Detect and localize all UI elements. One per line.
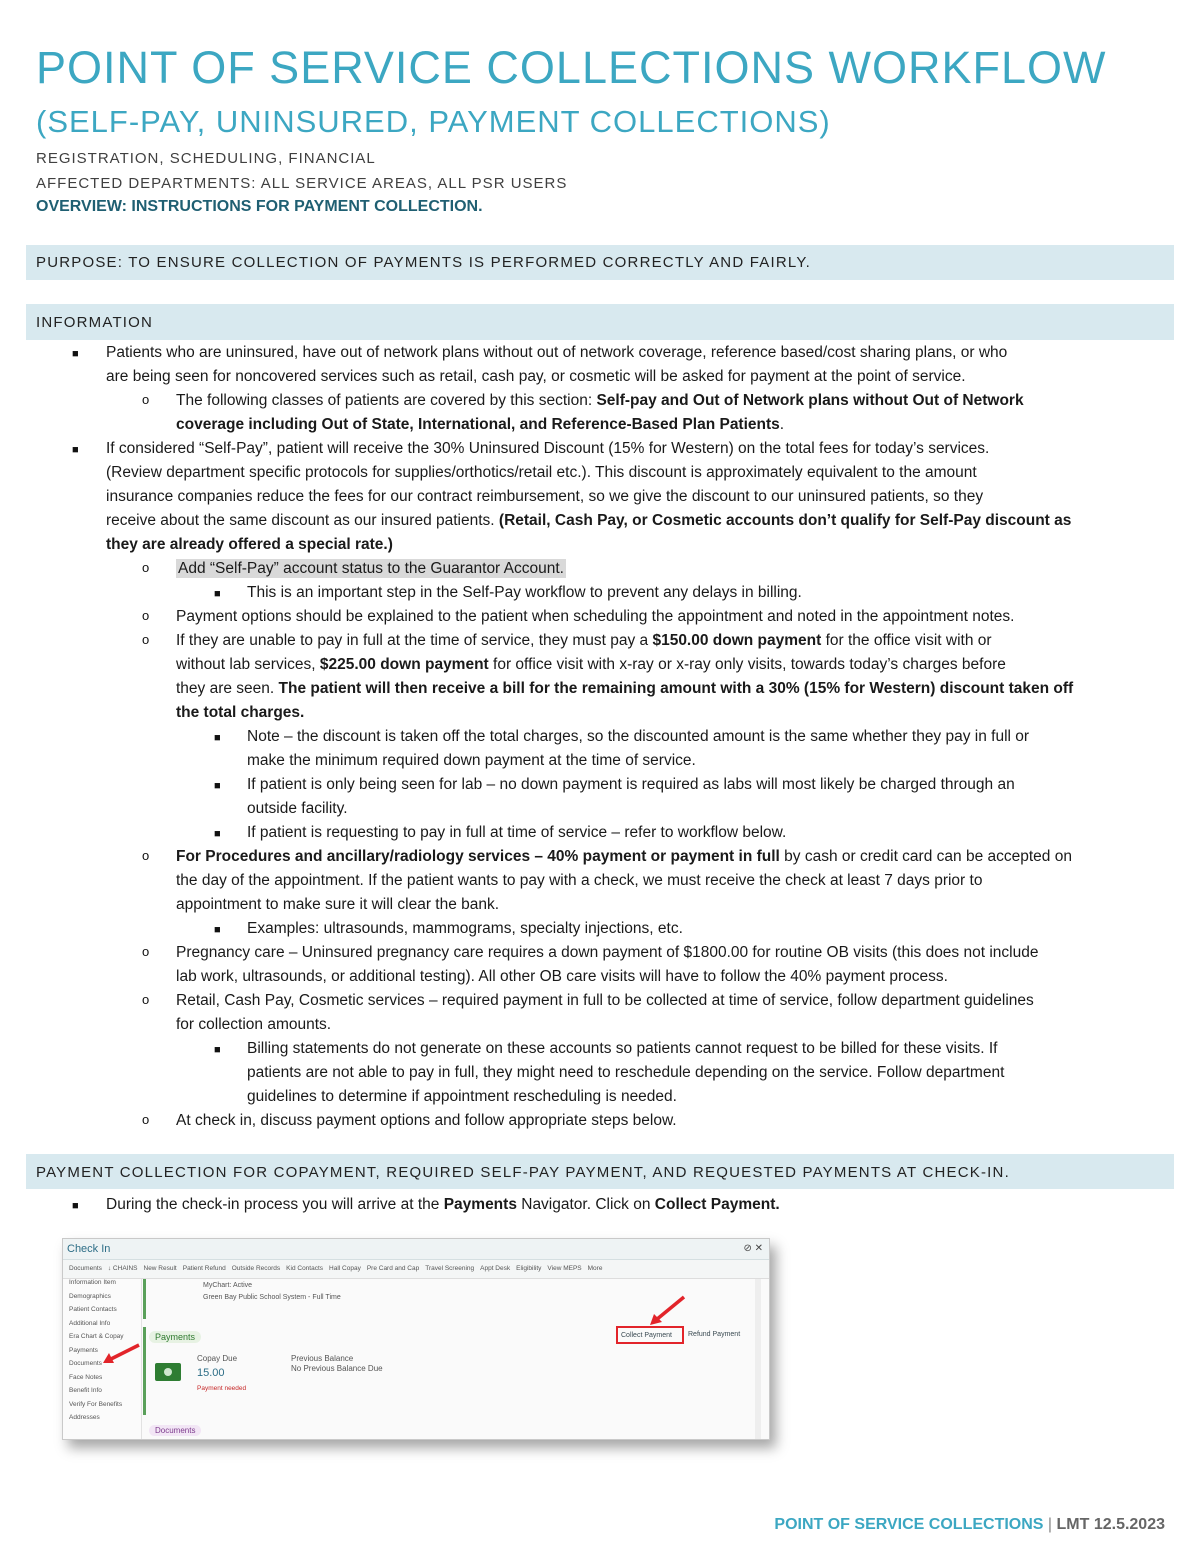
payment-collection-heading: PAYMENT COLLECTION FOR COPAYMENT, REQUIRED SELF-PAY PAYMENT, AND REQUESTED PAYMENTS AT CHECK-IN. (26, 1154, 1174, 1189)
info-b2-line4: receive about the same discount as our insured patients. (Retail, Cash Pay, or Cosmetic accounts don’t qualify for Self-Pay discount as (106, 512, 1072, 529)
collect-payment-button[interactable]: Collect Payment (616, 1326, 684, 1344)
sidebar-item[interactable]: Face Notes (69, 1373, 103, 1381)
circle-bullet-icon: o (142, 392, 150, 407)
toolbar-item[interactable]: Travel Screening (425, 1265, 475, 1272)
toolbar-item[interactable]: Eligibility (516, 1265, 542, 1272)
info-b2-line2: (Review department specific protocols for supplies/orthotics/retail etc.). This discount is approximately equivalent to the amount (106, 464, 977, 481)
document-title: POINT OF SERVICE COLLECTIONS WORKFLOW (36, 42, 1107, 93)
info-s4-line1: For Procedures and ancillary/radiology services – 40% payment or payment in full by cash or credit card can be accepted on (176, 848, 1072, 865)
window-controls[interactable]: ⊘ ✕ (743, 1243, 763, 1254)
info-b2-line5: they are already offered a special rate.) (106, 536, 393, 553)
sidebar-item[interactable]: Patient Contacts (69, 1306, 117, 1313)
info-b1a-line2: coverage including Out of State, International, and Reference-Based Plan Patients. (176, 416, 785, 433)
check-in-screenshot (62, 1238, 770, 1440)
info-s7: At check in, discuss payment options and follow appropriate steps below. (176, 1112, 677, 1129)
cash-icon (155, 1363, 181, 1381)
info-s6-line2: for collection amounts. (176, 1016, 332, 1033)
info-s2: Payment options should be explained to the patient when scheduling the appointment and noted in the appointment notes. (176, 608, 1015, 625)
info-s5-line1: Pregnancy care – Uninsured pregnancy care requires a down payment of $1800.00 for routine OB visits (this does not include (176, 944, 1039, 961)
check-in-toolbar (63, 1260, 769, 1279)
toolbar-item[interactable]: Pre Card and Cap (366, 1265, 420, 1272)
page-footer: POINT OF SERVICE COLLECTIONS | LMT 12.5.2023 (774, 1516, 1165, 1533)
info-s3b-line2: outside facility. (247, 800, 348, 817)
circle-bullet-icon: o (142, 632, 150, 647)
info-s1: Add “Self-Pay” account status to the Guarantor Account. (178, 560, 564, 577)
sidebar-item[interactable]: Addresses (69, 1414, 100, 1421)
info-s6a-line3: guidelines to determine if appointment rescheduling is needed. (247, 1088, 677, 1105)
previous-balance-value: No Previous Balance Due (291, 1364, 383, 1373)
info-s6a-line1: Billing statements do not generate on these accounts so patients cannot request to be billed for these visits. If (247, 1040, 998, 1057)
toolbar-item[interactable]: Hall Copay (329, 1265, 361, 1272)
toolbar-item[interactable]: Appt Desk (480, 1265, 511, 1272)
categories-line: REGISTRATION, SCHEDULING, FINANCIAL (36, 150, 376, 167)
square-bullet-icon: ■ (214, 588, 221, 600)
toolbar-item[interactable]: ↓ CHAINS (107, 1265, 138, 1272)
sidebar-item[interactable]: Payments (69, 1346, 98, 1354)
info-s4-line3: appointment to make sure it will clear the bank. (176, 896, 500, 913)
copay-label: Copay Due (197, 1354, 238, 1363)
info-s3a-line2: make the minimum required down payment at the time of service. (247, 752, 696, 769)
info-s1a: This is an important step in the Self-Pay workflow to prevent any delays in billing. (247, 584, 802, 601)
info-b1a-line1: The following classes of patients are covered by this section: Self-pay and Out of Network plans without Out of Network (176, 392, 1024, 409)
square-bullet-icon: ■ (72, 348, 79, 360)
red-arrow-icon (101, 1342, 141, 1366)
square-bullet-icon: ■ (214, 1044, 221, 1056)
document-subtitle: (SELF-PAY, UNINSURED, PAYMENT COLLECTIONS) (36, 104, 831, 139)
sidebar-item[interactable]: Demographics (69, 1292, 111, 1300)
info-s3-line1: If they are unable to pay in full at the time of service, they must pay a $150.00 down payment for the office visit with or (176, 632, 992, 649)
info-s5-line2: lab work, ultrasounds, or additional testing). All other OB care visits will have to follow the 40% payment process. (176, 968, 948, 985)
mychart-status: MyChart: Active (203, 1282, 253, 1289)
sidebar-item[interactable]: Verify For Benefits (69, 1400, 123, 1408)
refund-payment-button[interactable]: Refund Payment (688, 1331, 741, 1338)
previous-balance-label: Previous Balance (291, 1354, 354, 1363)
info-s6a-line2: patients are not able to pay in full, they might need to reschedule depending on the service. Follow department (247, 1064, 1005, 1081)
toolbar-item[interactable]: More (587, 1265, 603, 1272)
square-bullet-icon: ■ (214, 828, 221, 840)
square-bullet-icon: ■ (214, 924, 221, 936)
toolbar-item[interactable]: New Result (143, 1265, 177, 1272)
toolbar-item[interactable]: Outside Records (231, 1265, 281, 1272)
section-marker (143, 1279, 146, 1319)
payment-instruction: During the check-in process you will arrive at the Payments Navigator. Click on Collect Payment. (106, 1196, 780, 1213)
square-bullet-icon: ■ (72, 1200, 79, 1212)
info-s3-line2: without lab services, $225.00 down payment for office visit with x-ray or x-ray only visits, towards today’s charges before (176, 656, 1006, 673)
square-bullet-icon: ■ (72, 444, 79, 456)
square-bullet-icon: ■ (214, 732, 221, 744)
toolbar-item[interactable]: Kid Contacts (286, 1265, 324, 1272)
sidebar-item[interactable]: Era Chart & Copay (69, 1333, 124, 1340)
info-b2-line1: If considered “Self-Pay”, patient will receive the 30% Uninsured Discount (15% for Western) on the total fees for today’s services. (106, 440, 990, 457)
payments-section-label[interactable]: Payments (149, 1331, 201, 1343)
red-arrow-icon (648, 1294, 688, 1328)
circle-bullet-icon: o (142, 1112, 150, 1127)
documents-section-label[interactable]: Documents (149, 1425, 201, 1436)
info-b1-line1: Patients who are uninsured, have out of network plans without out of network coverage, reference based/cost sharing plans, or who (106, 344, 1008, 361)
square-bullet-icon: ■ (214, 780, 221, 792)
info-s3c: If patient is requesting to pay in full at time of service – refer to workflow below. (247, 824, 787, 841)
section-marker (143, 1327, 146, 1415)
info-b1-line2: are being seen for noncovered services such as retail, cash pay, or cosmetic will be asked for payment at the point of service. (106, 368, 966, 385)
sidebar-item[interactable]: Information Item (69, 1279, 116, 1286)
circle-bullet-icon: o (142, 992, 150, 1007)
info-s6-line1: Retail, Cash Pay, Cosmetic services – required payment in full to be collected at time of service, follow department guidelines (176, 992, 1034, 1009)
copay-value: 15.00 (197, 1367, 225, 1379)
sidebar-item[interactable]: Benefit Info (69, 1387, 102, 1394)
purpose-band: PURPOSE: TO ENSURE COLLECTION OF PAYMENTS IS PERFORMED CORRECTLY AND FAIRLY. (26, 245, 1174, 280)
copay-status: Payment needed (197, 1385, 247, 1392)
circle-bullet-icon: o (142, 560, 150, 575)
info-s3a-line1: Note – the discount is taken off the total charges, so the discounted amount is the same whether they pay in full or (247, 728, 1030, 745)
info-s3-line3: they are seen. The patient will then receive a bill for the remaining amount with a 30% (15% for Western) discount taken off (176, 680, 1074, 697)
sidebar-item[interactable]: Additional Info (69, 1319, 111, 1327)
toolbar-item[interactable]: Documents (69, 1265, 102, 1272)
check-in-title: Check In (67, 1243, 111, 1255)
information-heading: INFORMATION (26, 304, 1174, 340)
circle-bullet-icon: o (142, 944, 150, 959)
info-b2-line3: insurance companies reduce the fees for our contract reimbursement, so we give the discount to our uninsured patients, so they (106, 488, 984, 505)
scrollbar[interactable] (755, 1279, 761, 1439)
overview-line: OVERVIEW: INSTRUCTIONS FOR PAYMENT COLLECTION. (36, 198, 483, 215)
info-s4a: Examples: ultrasounds, mammograms, specialty injections, etc. (247, 920, 683, 937)
info-s3b-line1: If patient is only being seen for lab – no down payment is required as labs will most likely be charged through an (247, 776, 1015, 793)
toolbar-item[interactable]: Patient Refund (182, 1265, 226, 1272)
school-info: Green Bay Public School System - Full Time (203, 1294, 341, 1301)
info-s3-line4: the total charges. (176, 704, 305, 721)
departments-line: AFFECTED DEPARTMENTS: ALL SERVICE AREAS, ALL PSR USERS (36, 175, 568, 192)
info-s4-line2: the day of the appointment. If the patient wants to pay with a check, we must receive the check at least 7 days prior to (176, 872, 983, 889)
circle-bullet-icon: o (142, 848, 150, 863)
circle-bullet-icon: o (142, 608, 150, 623)
check-in-header (63, 1239, 769, 1260)
sidebar-item[interactable]: Documents (69, 1360, 102, 1367)
toolbar-item[interactable]: View MEPS (547, 1265, 582, 1272)
